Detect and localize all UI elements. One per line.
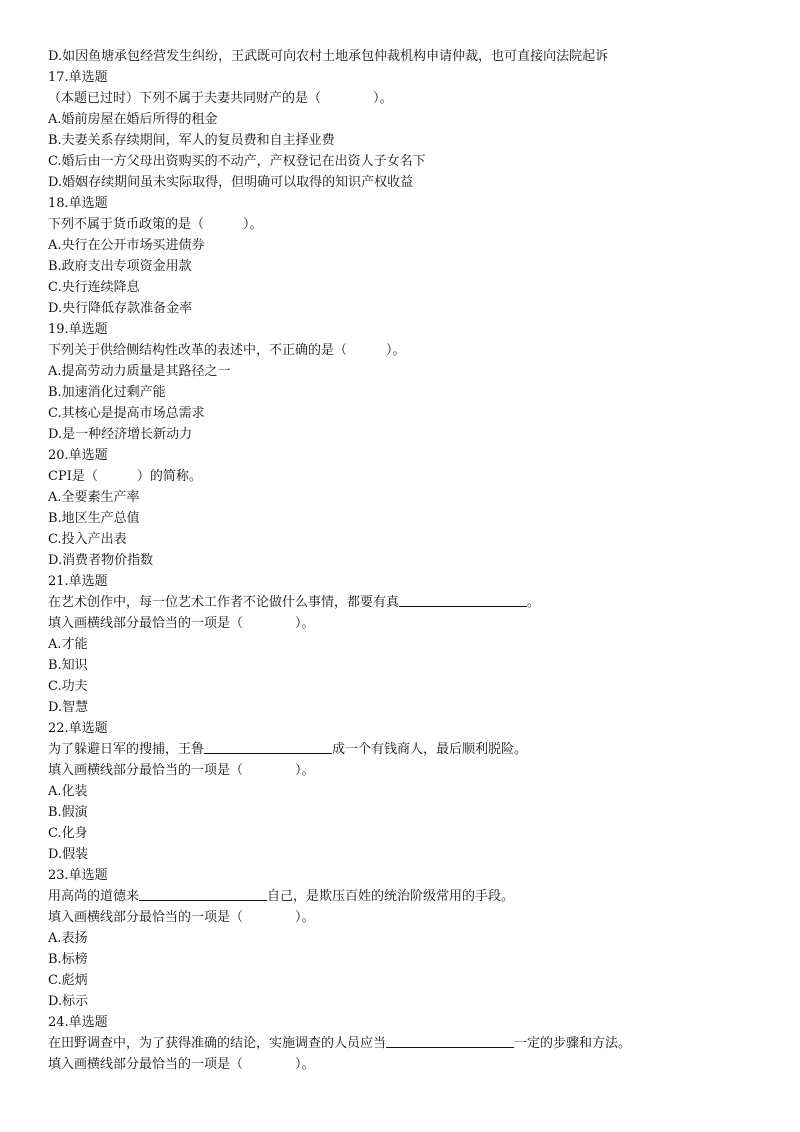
stem-text-after: 一定的步骤和方法。 <box>514 1036 632 1051</box>
option-c: C.婚后由一方父母出资购买的不动产，产权登记在出资人子女名下 <box>48 154 426 169</box>
option-b: B.假演 <box>48 805 88 820</box>
question-prompt: 填入画横线部分最恰当的一项是（ ）。 <box>48 763 315 778</box>
option-c: C.投入产出表 <box>48 532 127 547</box>
stem-text-before: 为了躲避日军的搜捕，王鲁 <box>48 742 205 757</box>
question-header: 17.单选题 <box>48 70 108 85</box>
option-d: D.是一种经济增长新动力 <box>48 427 193 442</box>
option-a: A.央行在公开市场买进债券 <box>48 238 205 253</box>
question-stem <box>48 592 768 613</box>
option-c: C.央行连续降息 <box>48 280 140 295</box>
question-header: 22.单选题 <box>48 721 108 736</box>
option-d: D.婚姻存续期间虽未实际取得，但明确可以取得的知识产权收益 <box>48 175 414 190</box>
stem-text-before: 在艺术创作中，每一位艺术工作者不论做什么事情，都要有真 <box>48 595 400 610</box>
option-c: C.彪炳 <box>48 973 88 988</box>
question-header: 24.单选题 <box>48 1015 108 1030</box>
option-b: B.政府支出专项资金用款 <box>48 259 192 274</box>
option-a: A.婚前房屋在婚后所得的租金 <box>48 112 218 127</box>
question-prompt: 填入画横线部分最恰当的一项是（ ）。 <box>48 616 315 631</box>
option-a: A.才能 <box>48 637 88 652</box>
option-b: B.加速消化过剩产能 <box>48 385 166 400</box>
option-a: A.化装 <box>48 784 88 799</box>
question-stem: （本题已过时）下列不属于夫妻共同财产的是（ ）。 <box>48 91 393 106</box>
option-b: B.夫妻关系存续期间，军人的复员费和自主择业费 <box>48 133 335 148</box>
option-c: C.化身 <box>48 826 88 841</box>
question-stem: 下列关于供给侧结构性改革的表述中，不正确的是（ ）。 <box>48 343 406 358</box>
stem-text-before: 用高尚的道德来 <box>48 889 140 904</box>
stem-text-after: 。 <box>527 595 541 610</box>
option-a: A.表扬 <box>48 931 88 946</box>
stem-text-after: 成一个有钱商人，最后顺利脱险。 <box>332 742 528 757</box>
fill-in-blank <box>399 593 527 607</box>
option-d: D.消费者物价指数 <box>48 553 154 568</box>
question-stem <box>48 1033 768 1054</box>
option-a: A.全要素生产率 <box>48 490 140 505</box>
option-a: A.提高劳动力质量是其路径之一 <box>48 364 231 379</box>
document-page <box>48 46 768 1075</box>
option-d: D.标示 <box>48 994 89 1009</box>
option-b: B.地区生产总值 <box>48 511 140 526</box>
fill-in-blank <box>386 1034 514 1048</box>
option-b: B.标榜 <box>48 952 88 967</box>
question-stem <box>48 739 768 760</box>
question-header: 21.单选题 <box>48 574 108 589</box>
question-header: 18.单选题 <box>48 196 108 211</box>
question-prompt: 填入画横线部分最恰当的一项是（ ）。 <box>48 910 315 925</box>
question-stem <box>48 886 768 907</box>
fill-in-blank <box>139 887 267 901</box>
option-d: D.央行降低存款准备金率 <box>48 301 193 316</box>
option-b: B.知识 <box>48 658 88 673</box>
stem-text-before: 在田野调查中，为了获得准确的结论，实施调查的人员应当 <box>48 1036 387 1051</box>
option-c: C.其核心是提高市场总需求 <box>48 406 205 421</box>
question-stem: 下列不属于货币政策的是（ ）。 <box>48 217 263 232</box>
question-stem: CPI是（ ）的简称。 <box>48 469 202 484</box>
option-text: D.如因鱼塘承包经营发生纠纷，王武既可向农村土地承包仲裁机构申请仲裁，也可直接向法院起诉 <box>48 49 609 64</box>
option-d: D.智慧 <box>48 700 89 715</box>
option-d: D.假装 <box>48 847 89 862</box>
question-header: 23.单选题 <box>48 868 108 883</box>
stem-text-after: 自己，是欺压百姓的统治阶级常用的手段。 <box>267 889 515 904</box>
question-header: 19.单选题 <box>48 322 108 337</box>
question-header: 20.单选题 <box>48 448 108 463</box>
question-prompt: 填入画横线部分最恰当的一项是（ ）。 <box>48 1057 315 1072</box>
fill-in-blank <box>204 740 332 754</box>
option-c: C.功夫 <box>48 679 88 694</box>
